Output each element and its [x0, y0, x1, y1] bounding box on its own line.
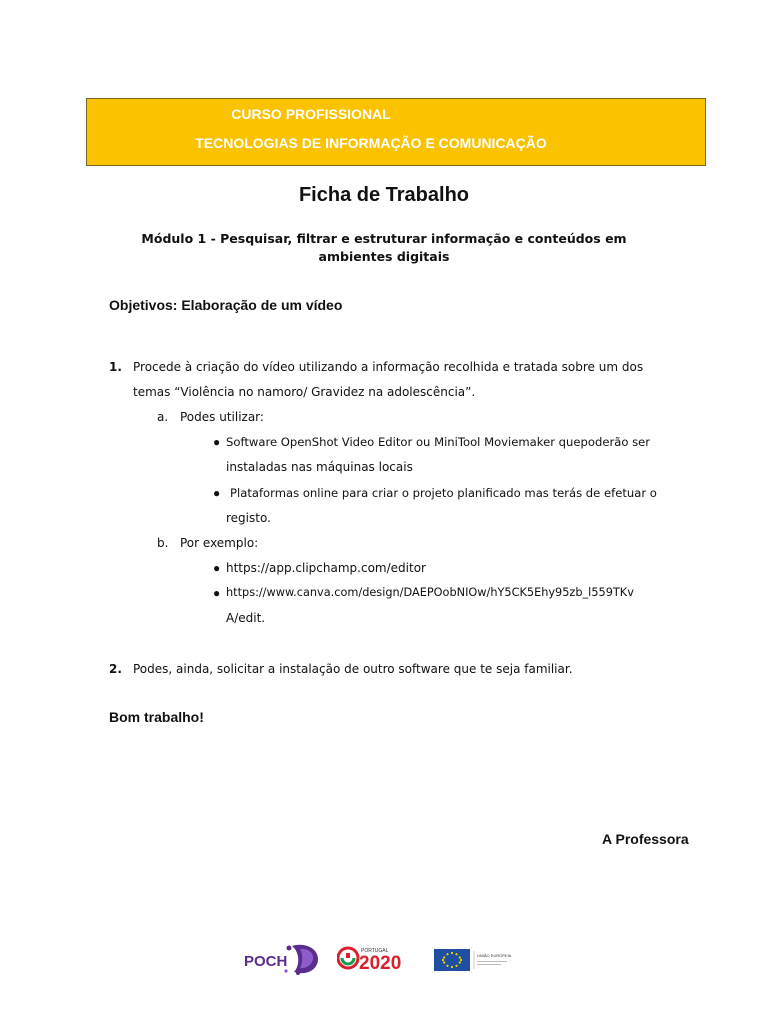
svg-text:PORTUGAL: PORTUGAL — [361, 948, 389, 954]
svg-text:POCH: POCH — [244, 953, 288, 970]
svg-text:2020: 2020 — [359, 953, 402, 972]
item-1a-text: Podes utilizar: — [180, 410, 264, 424]
module-heading: Módulo 1 - Pesquisar, filtrar e estruturar informação e conteúdos em ambientes digitais — [141, 231, 627, 264]
bullet-dot-icon: ● — [213, 435, 221, 449]
link-clipchamp[interactable]: https://app.clipchamp.com/editor — [226, 561, 426, 575]
closing-text: Bom trabalho! — [109, 709, 204, 725]
item-1b-label: b. — [157, 536, 169, 550]
link-canva-line-1[interactable]: https://www.canva.com/design/DAEPOobNIOw/hY5CK5Ehy95zb_l559TKv — [226, 586, 634, 599]
svg-text:UNIÃO EUROPEIA: UNIÃO EUROPEIA — [477, 953, 512, 958]
course-type: CURSO PROFISSIONAL — [231, 106, 391, 122]
signature-text: A Professora — [602, 831, 689, 847]
course-name: TECNOLOGIAS DE INFORMAÇÃO E COMUNICAÇÃO — [195, 135, 547, 151]
bullet-software-line-1: Software OpenShot Video Editor ou MiniTool Moviemaker quepoderão ser — [226, 435, 651, 449]
item-1b-text: Por exemplo: — [180, 536, 259, 550]
portugal-2020-logo-icon — [337, 944, 423, 972]
item-1-number: 1. — [109, 360, 122, 374]
objective-line: Objetivos: Elaboração de um vídeo — [109, 297, 343, 313]
worksheet-title: Ficha de Trabalho — [298, 184, 470, 206]
bullet-platforms-line-1: Plataformas online para criar o projeto planificado mas terás de efetuar o — [230, 486, 657, 500]
bullet-software-line-2: instaladas nas máquinas locais — [226, 460, 413, 474]
bullet-dot-icon: ● — [213, 486, 221, 500]
link-canva-line-2[interactable]: A/edit. — [226, 611, 266, 625]
bullet-dot-icon: ● — [213, 586, 221, 600]
item-1a-label: a. — [157, 410, 169, 424]
bullet-dot-icon: ● — [213, 561, 221, 575]
poch-logo-icon — [242, 942, 322, 976]
eu-flag-logo-icon — [434, 949, 518, 971]
item-1-line-1: Procede à criação do vídeo utilizando a informação recolhida e tratada sobre um dos — [133, 360, 644, 374]
item-1-line-2: temas “Violência no namoro/ Gravidez na adolescência”. — [133, 385, 476, 399]
course-header-box — [86, 98, 706, 166]
item-2-text: Podes, ainda, solicitar a instalação de outro software que te seja familiar. — [133, 662, 573, 676]
bullet-platforms-line-2: registo. — [226, 511, 271, 525]
item-2-number: 2. — [109, 662, 122, 676]
